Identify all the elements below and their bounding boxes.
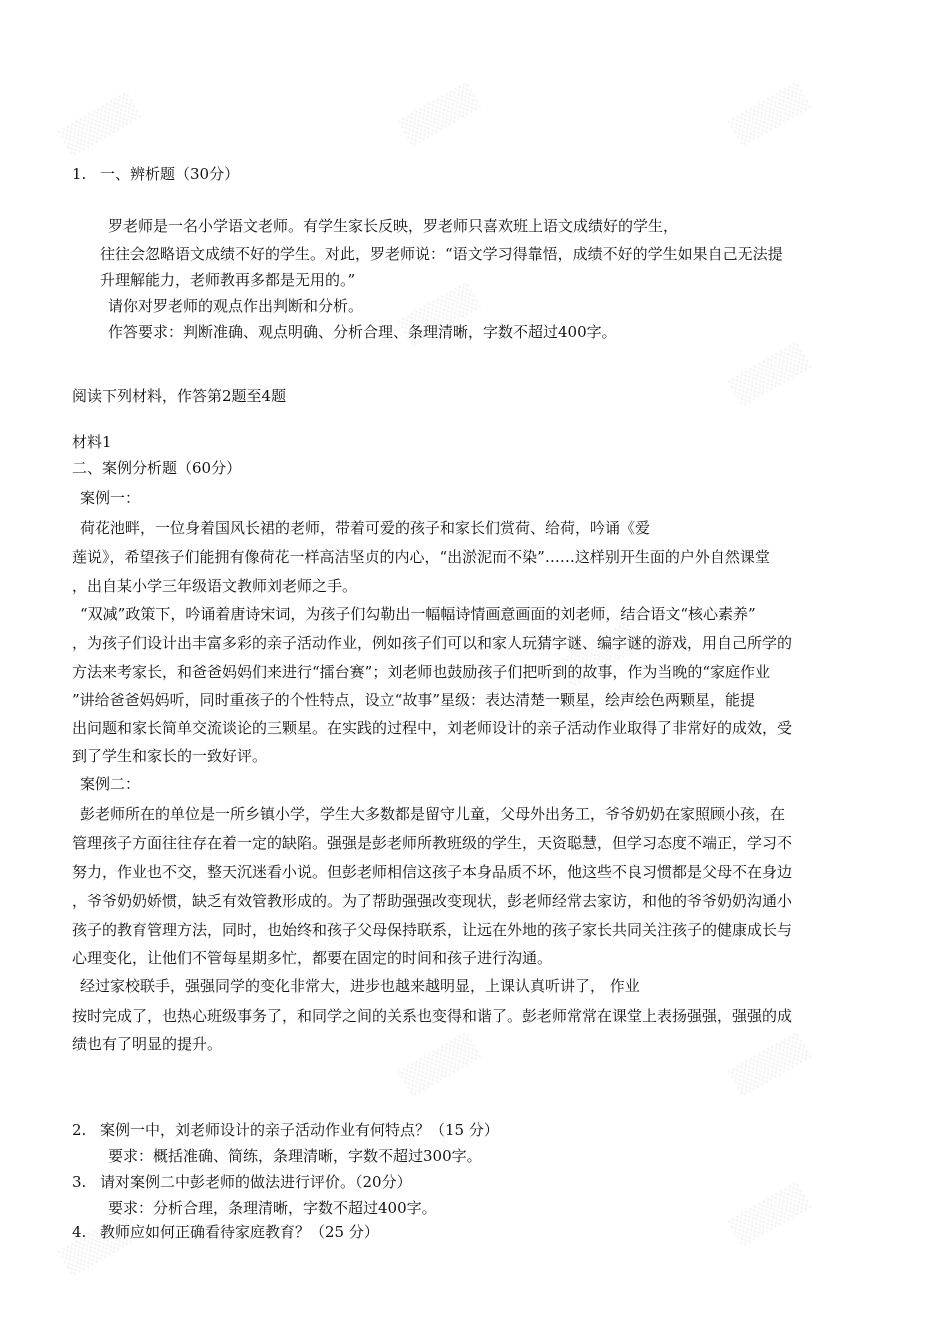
q4-number: 4. xyxy=(72,1223,87,1241)
q1-line: 罗老师是一名小学语文老师。有学生家长反映，罗老师只喜欢班上语文成绩好的学生， xyxy=(108,217,679,235)
q2-requirement: 要求：概括准确、简练，条理清晰，字数不超过300字。 xyxy=(108,1147,482,1165)
case1-line: 荷花池畔，一位身着国风长裙的老师，带着可爱的孩子和家长们赏荷、给荷，吟诵《爱 xyxy=(80,519,651,537)
q1-line: 升理解能力，老师教再多都是无用的。” xyxy=(100,271,356,289)
q3-number: 3. xyxy=(72,1173,87,1191)
case2-line: 管理孩子方面往往存在着一定的缺陷。强强是彭老师所教班级的学生，天资聪慧，但学习态度不端正，学习不 xyxy=(72,834,793,852)
watermark xyxy=(58,92,142,158)
case2-line: 经过家校联手，强强同学的变化非常大，进步也越来越明显，上课认真听讲了， 作业 xyxy=(80,977,640,995)
material-label: 材料1 xyxy=(72,433,112,451)
watermark xyxy=(728,82,812,148)
watermark xyxy=(398,82,482,148)
case1-line: “双减”政策下，吟诵着唐诗宋词，为孩子们勾勒出一幅幅诗情画意画面的刘老师，结合语文“核心素养” xyxy=(80,605,756,623)
case1-title: 案例一： xyxy=(80,489,141,507)
case2-line: 孩子的教育管理方法，同时，也始终和孩子父母保持联系，让远在外地的孩子家长共同关注孩子的健康成长与 xyxy=(72,921,793,939)
case2-line: 绩也有了明显的提升。 xyxy=(72,1035,223,1053)
q2-number: 2. xyxy=(72,1121,87,1139)
case1-line: 到了学生和家长的一致好评。 xyxy=(72,747,268,765)
watermark xyxy=(728,342,812,408)
case1-line: 莲说》，希望孩子们能拥有像荷花一样高洁坚贞的内心，“出淤泥而不染”……这样别开生面的户外自然课堂 xyxy=(72,548,770,566)
case2-line: 彭老师所在的单位是一所乡镇小学，学生大多数都是留守儿童，父母外出务工，爷爷奶奶在家照顾小孩，在 xyxy=(80,805,786,823)
case2-line: 按时完成了，也热心班级事务了，和同学之间的关系也变得和谐了。彭老师常常在课堂上表扬强强，强强的成 xyxy=(72,1007,793,1025)
case2-line: 心理变化，让他们不管每星期多忙，都要在固定的时间和孩子进行沟通。 xyxy=(72,949,553,967)
q1-line: 请你对罗老师的观点作出判断和分析。 xyxy=(108,297,364,315)
case1-line: ，出自某小学三年级语文教师刘老师之手。 xyxy=(72,577,358,595)
watermark xyxy=(728,1182,812,1248)
watermark xyxy=(398,1032,482,1098)
case1-line: ，为孩子们设计出丰富多彩的亲子活动作业，例如孩子们可以和家人玩猜字谜、编字谜的游戏，用自己所学的 xyxy=(72,634,793,652)
q1-line: 往往会忽略语文成绩不好的学生。对此，罗老师说：“语文学习得靠悟，成绩不好的学生如果自己无法提 xyxy=(100,245,783,263)
q4-text: 教师应如何正确看待家庭教育？（25 分） xyxy=(100,1223,379,1241)
case2-title: 案例二： xyxy=(80,775,141,793)
q2-text: 案例一中，刘老师设计的亲子活动作业有何特点？（15 分） xyxy=(100,1121,499,1139)
watermark xyxy=(728,1032,812,1098)
q3-text: 请对案例二中彭老师的做法进行评价。（20分） xyxy=(100,1173,412,1191)
q1-number: 1. xyxy=(72,165,87,183)
case1-line: 方法来考家长，和爸爸妈妈们来进行“擂台赛”；刘老师也鼓励孩子们把听到的故事，作为当晚的“家庭作业 xyxy=(72,663,771,681)
q1-line: 作答要求：判断准确、观点明确、分析合理、条理清晰，字数不超过400字。 xyxy=(108,323,617,341)
case1-line: ”讲给爸爸妈妈听，同时重孩子的个性特点，设立“故事”星级：表达清楚一颗星，绘声绘色两颗星，能提 xyxy=(72,691,756,709)
case2-line: ，爷爷奶奶娇惯，缺乏有效管教形成的。为了帮助强强改变现状，彭老师经常去家访，和他的爷爷奶奶沟通小 xyxy=(72,892,793,910)
q1-heading: 一、辨析题（30分） xyxy=(100,165,240,183)
case1-line: 出问题和家长简单交流谈论的三颗星。在实践的过程中，刘老师设计的亲子活动作业取得了非常好的成效，受 xyxy=(72,719,793,737)
reading-intro: 阅读下列材料，作答第2题至4题 xyxy=(72,387,287,405)
case2-line: 努力，作业也不交，整天沉迷看小说。但彭老师相信这孩子本身品质不坏，他这些不良习惯都是父母不在身边 xyxy=(72,863,793,881)
material-heading: 二、案例分析题（60分） xyxy=(72,459,242,477)
q3-requirement: 要求：分析合理，条理清晰，字数不超过400字。 xyxy=(108,1199,437,1217)
